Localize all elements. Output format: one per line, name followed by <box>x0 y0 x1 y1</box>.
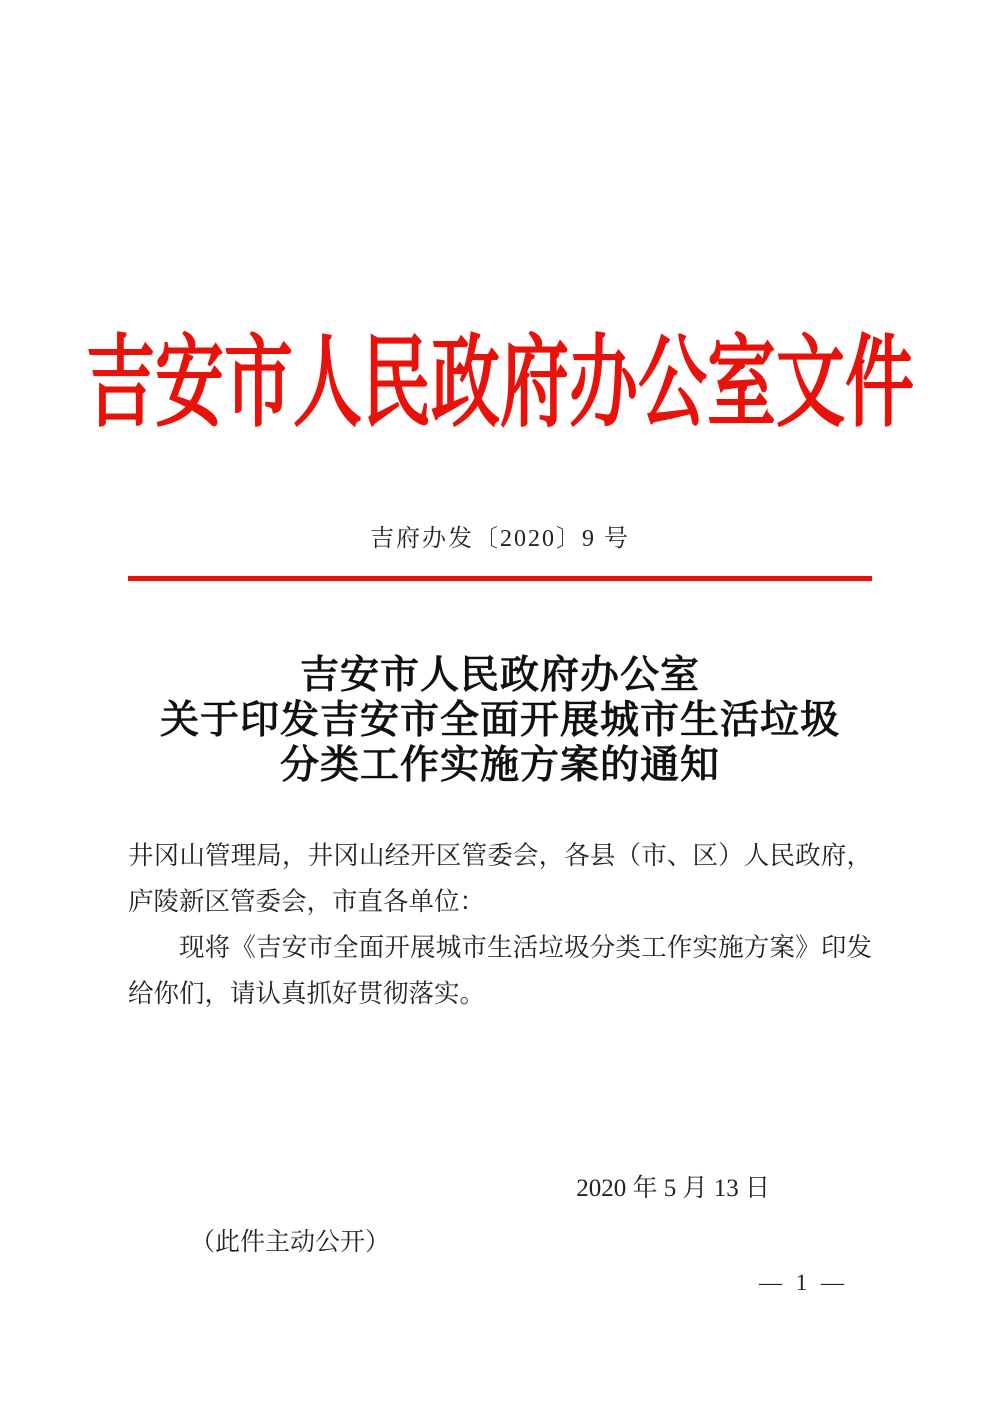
page-number: — 1 — <box>759 1270 848 1295</box>
document-title-line-2: 关于印发吉安市全面开展城市生活垃圾 <box>159 699 840 742</box>
red-header-banner <box>0 328 1000 440</box>
issue-date: 2020 年 5 月 13 日 <box>576 1175 770 1202</box>
disclosure-note: （此件主动公开） <box>190 1229 391 1256</box>
issuing-office-banner-title: 吉安市人民政府办公室文件 <box>86 328 914 439</box>
document-title <box>0 653 1000 788</box>
red-divider-rule <box>128 576 872 581</box>
document-body <box>128 833 872 1017</box>
notice-paragraph: 现将《吉安市全面开展城市生活垃圾分类工作实施方案》印发给你们，请认真抓好贯彻落实。 <box>128 933 872 1008</box>
recipients-paragraph: 井冈山管理局，井冈山经开区管委会，各县（市、区）人民政府，庐陵新区管委会，市直各单位： <box>128 841 872 916</box>
document-title-line-3: 分类工作实施方案的通知 <box>279 744 720 787</box>
document-reference-number: 吉府办发〔2020〕9 号 <box>370 526 630 552</box>
document-title-line-1: 吉安市人民政府办公室 <box>299 654 700 697</box>
